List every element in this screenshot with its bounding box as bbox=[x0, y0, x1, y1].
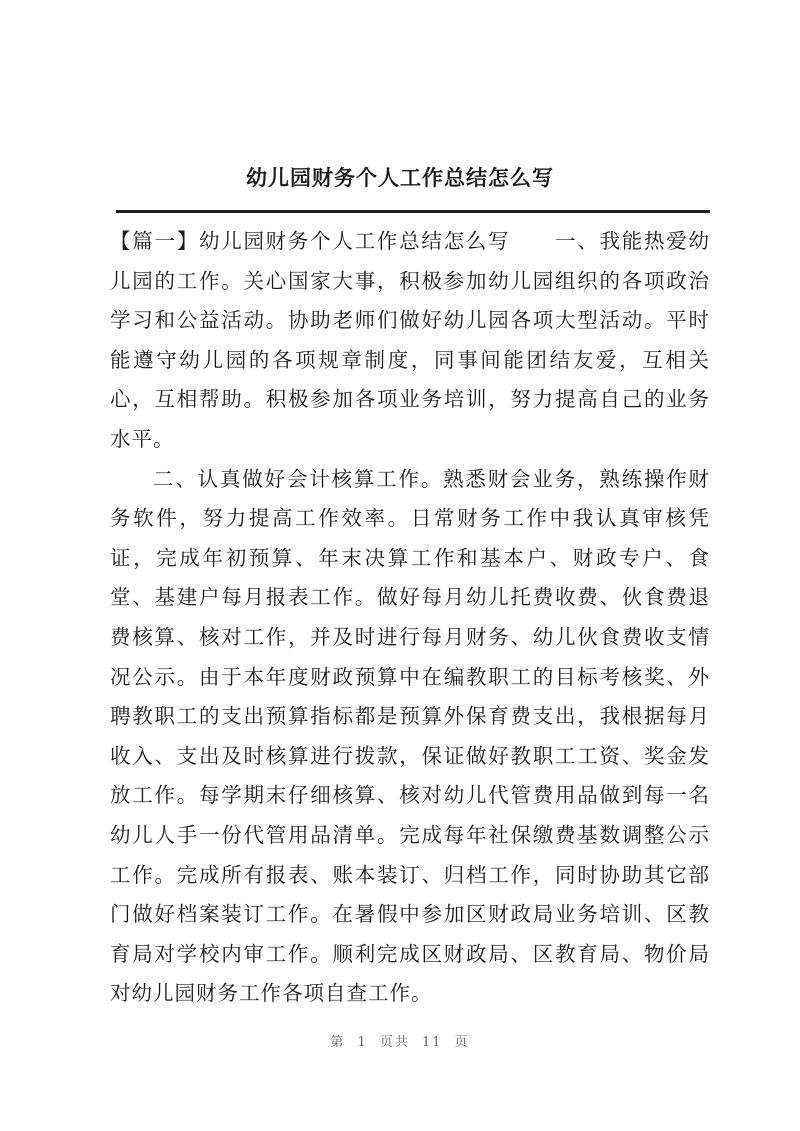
page-title: 幼儿园财务个人工作总结怎么写 bbox=[246, 166, 554, 190]
paragraph-1-text: 一、我能热爱幼儿园的工作。关心国家大事，积极参加幼儿园组织的各项政治学习和公益活动。协助老师们做好幼儿园各项大型活动。平时能遵守幼儿园的各项规章制度，同事间能团结友爱，互相关心，互相帮助。积极参加各项业务培训，努力提高自己的业务水平。 bbox=[110, 229, 711, 451]
paragraph-2: 二、认真做好会计核算工作。熟悉财会业务，熟练操作财务软件，努力提高工作效率。日常财务工作中我认真审核凭证，完成年初预算、年末决算工作和基本户、财政专户、食堂、基建户每月报表工作。做好每月幼儿托费收费、伙食费退费核算、核对工作，并及时进行每月财务、幼儿伙食费收支情况公示。由于本年度财政预算中在编教职工的目标考核奖、外聘教职工的支出预算指标都是预算外保育费支出，我根据每月收入、支出及时核算进行拨款，保证做好教职工工资、奖金发放工作。每学期末仔细核算、核对幼儿代管费用品做到每一名幼儿人手一份代管用品清单。完成每年社保缴费基数调整公示工作。完成所有报表、账本装订、归档工作，同时协助其它部门做好档案装订工作。在暑假中参加区财政局业务培训、区教育局对学校内审工作。顺利完成区财政局、区教育局、物价局对幼儿园财务工作各项自查工作。 bbox=[110, 466, 710, 1006]
paragraph-1 bbox=[110, 222, 710, 460]
document-body bbox=[110, 222, 710, 1014]
title-divider bbox=[116, 210, 710, 213]
page-number: 第 1 页共 11 页 bbox=[330, 1035, 470, 1050]
section-heading: 【篇一】幼儿园财务个人工作总结怎么写 bbox=[110, 229, 511, 253]
